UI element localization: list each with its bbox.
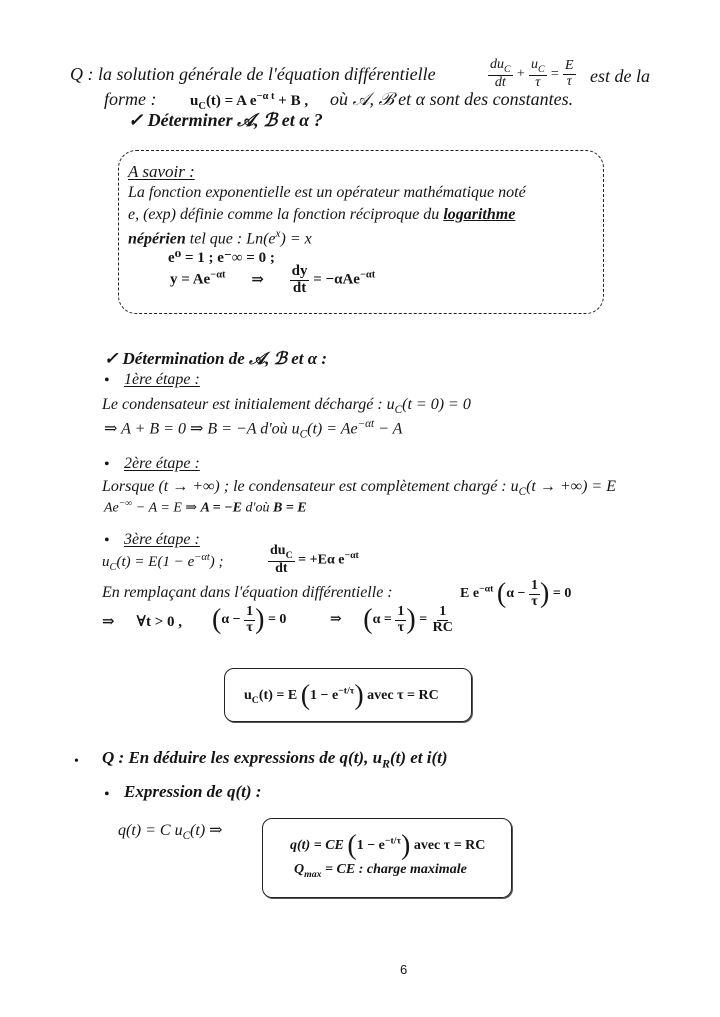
question-1-suffix: est de la	[590, 66, 650, 86]
condition-1: (α − $\frac{1}{\tau}$ ) = 0	[212, 603, 287, 635]
constants-text: où 𝒜, ℬ et α sont des constantes.	[330, 89, 574, 109]
forall-line: ⇒ ∀t > 0 ,	[102, 614, 182, 630]
q-expression: q(t) = CE $(1 - e^{-t/\tau})$ avec τ = RC	[290, 830, 486, 861]
result-equation: $u_C(t) = E$ $(1 - e^{-t/\tau})$ avec τ = RC	[244, 680, 439, 711]
step3-line1: $u_C(t) = E(1 - e^{-\alpha t})$ ;	[102, 552, 224, 573]
a-savoir-line3: népérien tel que : $Ln(e^x) = x$	[128, 228, 312, 248]
a-savoir-line5: $y = Ae^{-\alpha t}$ ⇒ $\frac{dy}{dt}$ = −αAe$^{-\alpha t}$	[170, 263, 376, 296]
replace-equation: E $e^{-\alpha t}$ (α − $\frac{1}{\tau}$ ) = 0	[460, 577, 572, 609]
condition-2: ⇒ (α = $\frac{1}{\tau}$ ) = $\frac{1}{RC}$	[330, 603, 453, 635]
replace-text: En remplaçant dans l'équation différentielle :	[102, 584, 393, 601]
page-number: 6	[400, 962, 408, 977]
determine-heading: ✓ Déterminer 𝒜, ℬ et α ?	[128, 110, 323, 130]
step1-line1: Le condensateur est initialement déchargé : $u_C(t = 0) = 0$	[102, 396, 471, 417]
step1-bullet: •	[104, 372, 110, 389]
a-savoir-line2: e, (exp) définie comme la fonction réciproque du logarithme	[128, 206, 516, 223]
step2-line1: Lorsque (t → +∞) ; le condensateur est complètement chargé : $u_C(t$ → +∞) = E	[102, 478, 616, 499]
a-savoir-title: A savoir :	[128, 162, 195, 181]
forme-equation: $u_C(t) = A$ $e^{-\alpha t} + B$ ,	[190, 91, 309, 112]
step1-label: 1ère étape :	[124, 371, 200, 388]
step2-line2: Ae−∞ − A = E ⇒ A = −E d'où B = E	[104, 498, 307, 516]
question-1-prefix: Q : la solution générale de l'équation différentielle	[70, 64, 436, 84]
qt-line: q(t) = C $u_C(t)$ ⇒	[118, 822, 223, 843]
qmax-line: $Q_{max}$ = CE : charge maximale	[294, 862, 467, 880]
q2-bullet: •	[74, 754, 79, 769]
diff-equation: $\frac{du_C}{dt}$ + $\frac{u_C}{\tau}$ = $\frac{E}{\tau}$	[490, 57, 574, 91]
expr-bullet: •	[104, 786, 110, 803]
expr-label: Expression de q(t) :	[124, 782, 262, 801]
a-savoir-line1: La fonction exponentielle est un opérateur mathématique noté	[128, 184, 526, 201]
forme-label: forme :	[104, 89, 157, 109]
a-savoir-line4: e⁰ = 1 ; e⁻∞ = 0 ;	[168, 250, 275, 266]
q2-title: Q : En déduire les expressions de q(t), $u_R(t)$ et i(t)	[102, 748, 448, 771]
determination-heading: ✓ Détermination de 𝒜, ℬ et α :	[104, 349, 328, 368]
step1-line2: ⇒ A + B = 0 ⇒ B = −A d'où $u_C(t) = Ae^{-\alpha t} - A$	[104, 418, 403, 441]
step3-label: 3ère étape :	[124, 531, 200, 548]
step3-derivative: $\frac{du_C}{dt}$ = +Eα $e^{-\alpha t}$	[270, 543, 359, 577]
step2-label: 2ère étape :	[124, 455, 200, 472]
step3-bullet: •	[104, 532, 110, 549]
step2-bullet: •	[104, 456, 110, 473]
